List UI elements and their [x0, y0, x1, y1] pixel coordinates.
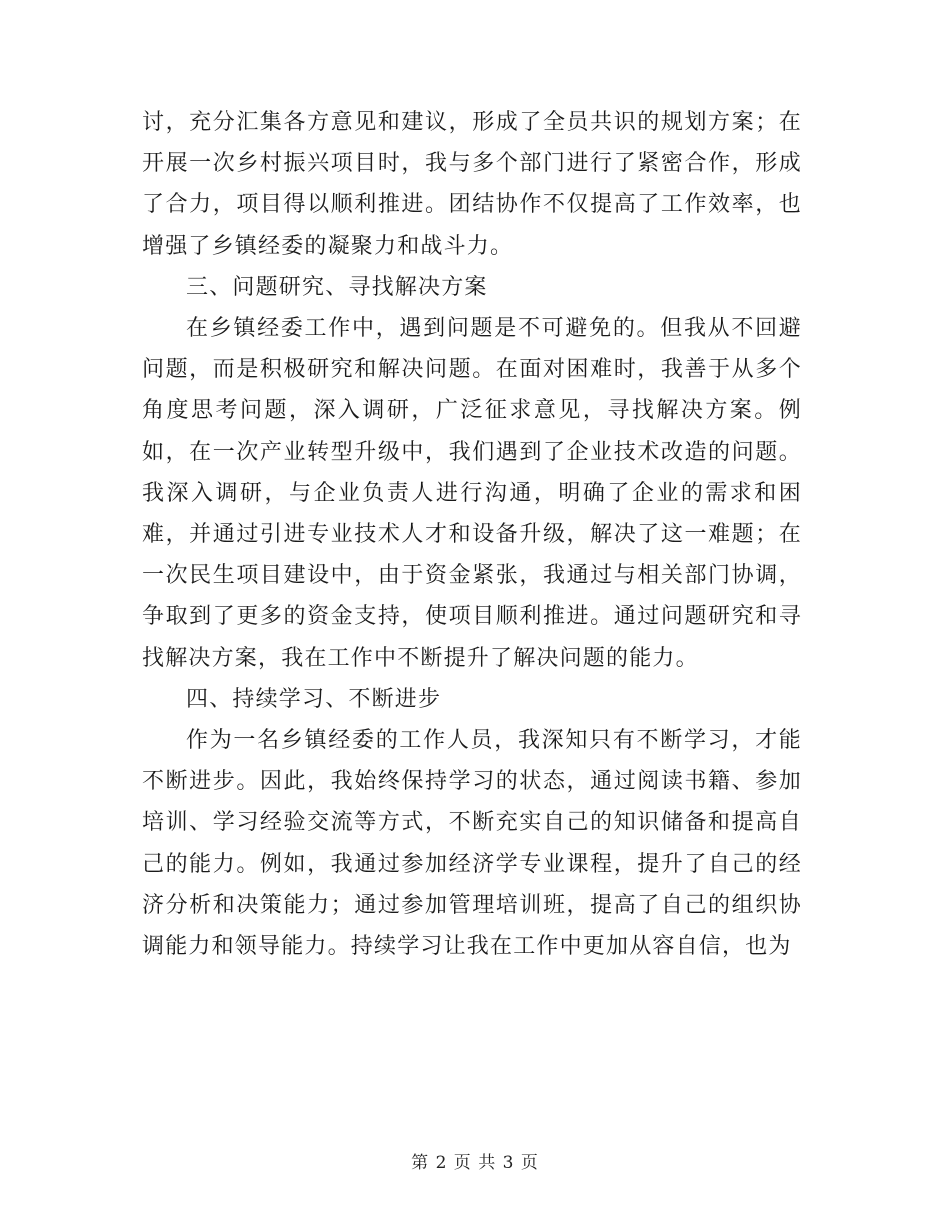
page-footer [0, 1148, 950, 1173]
paragraph-continued: 讨，充分汇集各方意见和建议，形成了全员共识的规划方案；在开展一次乡村振兴项目时，我与多个部门进行了紧密合作，形成了合力，项目得以顺利推进。团结协作不仅提高了工作效率，也增强了乡镇经委的凝聚力和战斗力。 [142, 110, 802, 259]
document-body [142, 102, 802, 967]
page-number: 第 2 页 共 3 页 [411, 1153, 539, 1173]
paragraph-section-3: 在乡镇经委工作中，遇到问题是不可避免的。但我从不回避问题，而是积极研究和解决问题。在面对困难时，我善于从多个角度思考问题，深入调研，广泛征求意见，寻找解决方案。例如，在一次产业转型升级中，我们遇到了企业技术改造的问题。我深入调研，与企业负责人进行沟通，明确了企业的需求和困难，并通过引进专业技术人才和设备升级，解决了这一难题；在一次民生项目建设中，由于资金紧张，我通过与相关部门协调，争取到了更多的资金支持，使项目顺利推进。通过问题研究和寻找解决方案，我在工作中不断提升了解决问题的能力。 [142, 316, 802, 671]
section-heading-3: 三、问题研究、寻找解决方案 [186, 274, 488, 300]
section-heading-4: 四、持续学习、不断进步 [186, 686, 442, 712]
paragraph-section-4: 作为一名乡镇经委的工作人员，我深知只有不断学习，才能不断进步。因此，我始终保持学习的状态，通过阅读书籍、参加培训、学习经验交流等方式，不断充实自己的知识储备和提高自己的能力。例如，我通过参加经济学专业课程，提升了自己的经济分析和决策能力；通过参加管理培训班，提高了自己的组织协调能力和领导能力。持续学习让我在工作中更加从容自信，也为 [142, 728, 802, 960]
